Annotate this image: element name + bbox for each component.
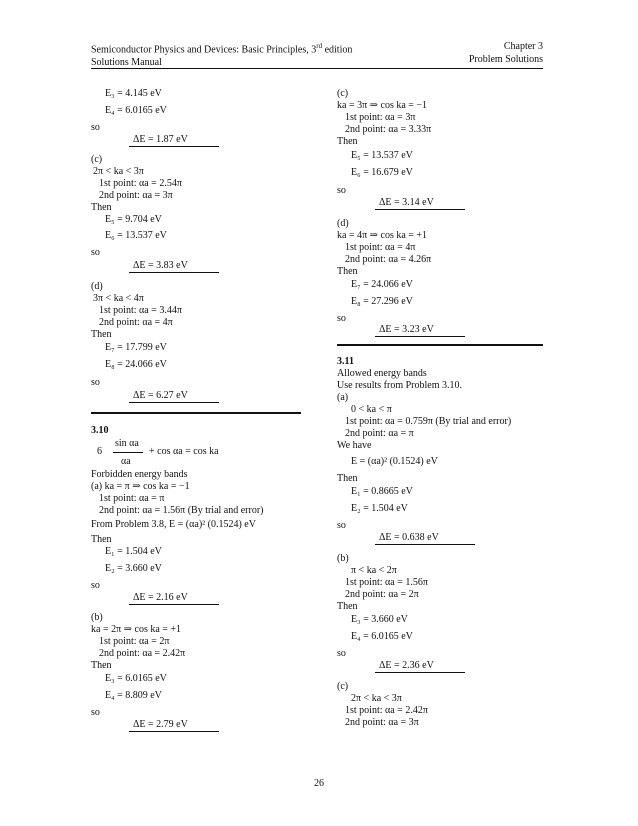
- point-line: 1st point: αa = π: [99, 493, 165, 504]
- point-line: 2nd point: αa = π: [345, 428, 414, 439]
- point-line: 2nd point: αa = 1.56π (By trial and error): [99, 505, 264, 516]
- part-label: (d): [337, 218, 349, 229]
- energy-line: E₆ = 16.679 eV: [351, 167, 413, 178]
- text-line: Then: [337, 136, 358, 147]
- point-line: 2nd point: αa = 4π: [99, 317, 173, 328]
- part-line: ka = 4π ⇒ cos ka = +1: [337, 230, 428, 241]
- part-label: (c): [91, 154, 103, 165]
- result-line: ΔE = 1.87 eV: [133, 134, 188, 145]
- text-line: so: [91, 247, 100, 258]
- result-line: ΔE = 2.16 eV: [133, 592, 188, 603]
- result-underline: [129, 731, 219, 732]
- result-underline: [129, 402, 219, 403]
- point-line: 1st point: αa = 3.44π: [99, 305, 182, 316]
- text-line: so: [91, 122, 100, 133]
- part-line: ka = 3π ⇒ cos ka = −1: [337, 100, 428, 111]
- energy-line: E₅ = 13.537 eV: [351, 150, 413, 161]
- text-line: Use results from Problem 3.10.: [337, 380, 462, 391]
- result-line: ΔE = 3.14 eV: [379, 197, 434, 208]
- energy-line: E₂ = 3.660 eV: [105, 563, 162, 574]
- result-line: ΔE = 2.36 eV: [379, 660, 434, 671]
- text-line: so: [337, 520, 346, 531]
- text-line: From Problem 3.8, E = (αa)² (0.1524) eV: [91, 519, 256, 530]
- text-line: Forbidden energy bands: [91, 469, 188, 480]
- part-label: (b): [337, 553, 349, 564]
- fraction-bar: [113, 452, 143, 453]
- text-line: Then: [91, 202, 112, 213]
- part-line: ka = 2π ⇒ cos ka = +1: [91, 624, 182, 635]
- point-line: 2nd point: αa = 3π: [99, 190, 173, 201]
- range-line: 0 < ka < π: [351, 404, 392, 415]
- section-divider: [337, 344, 543, 346]
- result-line: ΔE = 6.27 eV: [133, 390, 188, 401]
- result-underline: [129, 604, 219, 605]
- point-line: 1st point: αa = 4π: [345, 242, 416, 253]
- text-line: so: [337, 648, 346, 659]
- part-label: (c): [337, 88, 349, 99]
- energy-line: E₄ = 8.809 eV: [105, 690, 162, 701]
- part-label: (c): [337, 681, 349, 692]
- text-line: Then: [337, 266, 358, 277]
- book-title: Semiconductor Physics and Devices: Basic Principles, 3: [91, 44, 317, 56]
- text-line: so: [337, 313, 346, 324]
- result-underline: [375, 544, 475, 545]
- equation-denominator: αa: [121, 456, 131, 467]
- part-label: (a): [337, 392, 349, 403]
- part-label: (d): [91, 281, 103, 292]
- section-label: Problem Solutions: [468, 54, 543, 65]
- edition-sup: rd: [316, 42, 323, 50]
- point-line: 2nd point: αa = 3π: [345, 717, 419, 728]
- energy-line: E₈ = 24.066 eV: [105, 359, 167, 370]
- header-left: [91, 40, 352, 69]
- result-underline: [375, 209, 465, 210]
- energy-line: E₁ = 1.504 eV: [105, 546, 162, 557]
- text-line: Then: [337, 601, 358, 612]
- part-line: (a) ka = π ⇒ cos ka = −1: [91, 481, 190, 492]
- manual-name: Solutions Manual: [91, 57, 162, 69]
- page-number: 26: [314, 778, 324, 789]
- energy-line: E₃ = 6.0165 eV: [105, 673, 167, 684]
- result-line: ΔE = 3.23 eV: [379, 324, 434, 335]
- point-line: 2nd point: αa = 2π: [345, 589, 419, 600]
- text-line: so: [337, 185, 346, 196]
- energy-line: E₄ = 6.0165 eV: [351, 631, 413, 642]
- result-underline: [375, 336, 465, 337]
- point-line: 1st point: αa = 2π: [99, 636, 170, 647]
- energy-line: E₃ = 3.660 eV: [351, 614, 408, 625]
- equation-coefficient: 6: [97, 446, 102, 457]
- text-line: Then: [91, 329, 112, 340]
- energy-line: E₇ = 24.066 eV: [351, 279, 413, 290]
- range-line: π < ka < 2π: [351, 565, 397, 576]
- text-line: We have: [337, 440, 372, 451]
- energy-line: E₇ = 17.799 eV: [105, 342, 167, 353]
- energy-line: E₃ = 4.145 eV: [105, 88, 162, 99]
- range-line: 2π < ka < 3π: [93, 166, 144, 177]
- part-label: (b): [91, 612, 103, 623]
- text-line: Then: [91, 534, 112, 545]
- point-line: 1st point: αa = 1.56π: [345, 577, 428, 588]
- energy-line: E₂ = 1.504 eV: [351, 503, 408, 514]
- result-underline: [129, 146, 219, 147]
- point-line: 1st point: αa = 2.54π: [99, 178, 182, 189]
- section-divider: [91, 412, 301, 414]
- text-line: Then: [337, 473, 358, 484]
- point-line: 2nd point: αa = 3.33π: [345, 124, 432, 135]
- energy-line: E₅ = 9.704 eV: [105, 214, 162, 225]
- problem-number: 3.11: [337, 356, 354, 367]
- equation-rest: + cos αa = cos ka: [149, 446, 219, 457]
- energy-line: E₈ = 27.296 eV: [351, 296, 413, 307]
- result-underline: [375, 672, 465, 673]
- result-line: ΔE = 3.83 eV: [133, 260, 188, 271]
- point-line: 1st point: αa = 0.759π (By trial and error): [345, 416, 512, 427]
- result-underline: [129, 272, 219, 273]
- energy-line: E₄ = 6.0165 eV: [105, 105, 167, 116]
- text-line: so: [91, 377, 100, 388]
- formula-line: E = (αa)² (0.1524) eV: [351, 456, 438, 467]
- problem-number: 3.10: [91, 425, 109, 436]
- header-right: [469, 40, 543, 66]
- result-line: ΔE = 2.79 eV: [133, 719, 188, 730]
- chapter-label: Chapter 3: [503, 41, 543, 52]
- point-line: 1st point: αa = 3π: [345, 112, 416, 123]
- text-line: so: [91, 580, 100, 591]
- result-line: ΔE = 0.638 eV: [379, 532, 439, 543]
- point-line: 2nd point: αa = 4.26π: [345, 254, 432, 265]
- book-title-end: edition: [322, 44, 353, 56]
- point-line: 2nd point: αa = 2.42π: [99, 648, 186, 659]
- text-line: Allowed energy bands: [337, 368, 427, 379]
- header-rule: [91, 68, 543, 69]
- energy-line: E₁ = 0.8665 eV: [351, 486, 413, 497]
- text-line: so: [91, 707, 100, 718]
- range-line: 2π < ka < 3π: [351, 693, 402, 704]
- text-line: Then: [91, 660, 112, 671]
- energy-line: E₆ = 13.537 eV: [105, 230, 167, 241]
- equation-numerator: sin αa: [115, 438, 139, 449]
- point-line: 1st point: αa = 2.42π: [345, 705, 428, 716]
- range-line: 3π < ka < 4π: [93, 293, 144, 304]
